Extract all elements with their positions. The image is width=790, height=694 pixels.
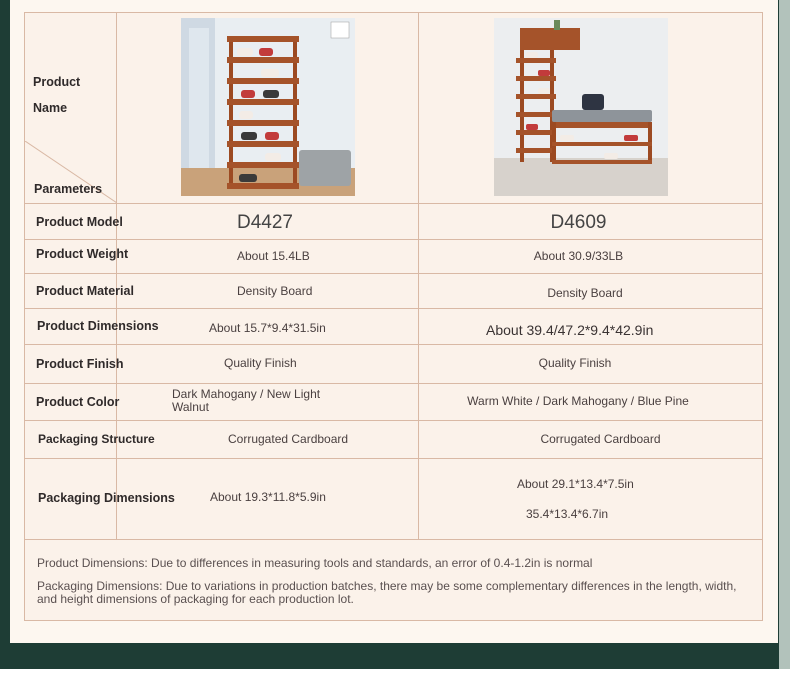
packaging-dimensions-d4609-line2: 35.4*13.4*6.7in xyxy=(526,506,609,521)
color-d4609: Warm White / Dark Mahogany / Blue Pine xyxy=(467,393,689,408)
header-parameters-label: Parameters xyxy=(34,182,103,196)
product-photo-d4609 xyxy=(494,18,668,196)
row-divider xyxy=(25,539,762,540)
header-product-label: Product xyxy=(33,75,81,89)
material-d4609: Density Board xyxy=(547,285,623,300)
row-label-product-color: Product Color xyxy=(36,394,120,409)
weight-d4427: About 15.4LB xyxy=(237,248,310,263)
row-divider xyxy=(25,203,762,204)
row-label-product-dimensions: Product Dimensions xyxy=(37,318,159,333)
row-divider xyxy=(25,273,762,274)
row-label-product-model: Product Model xyxy=(36,214,123,229)
packaging-structure-d4609: Corrugated Cardboard xyxy=(540,431,661,446)
spec-table xyxy=(24,12,763,621)
model-d4609: D4609 xyxy=(550,211,607,233)
row-label-product-material: Product Material xyxy=(36,283,134,298)
row-label-product-weight: Product Weight xyxy=(36,246,129,261)
bottom-strip xyxy=(0,669,790,694)
row-label-packaging-structure: Packaging Structure xyxy=(38,431,155,446)
finish-d4609: Quality Finish xyxy=(538,355,612,370)
note-packaging-dimensions: Packaging Dimensions: Due to variations in production batches, there may be some complementary differences in the length, width, and height dimensions of packaging for each production lot. xyxy=(37,579,737,606)
packaging-structure-d4427: Corrugated Cardboard xyxy=(228,431,349,446)
packaging-dimensions-d4609-line1: About 29.1*13.4*7.5in xyxy=(517,476,634,491)
note-product-dimensions: Product Dimensions: Due to differences in measuring tools and standards, an error of 0.4-1.2in is normal xyxy=(37,556,593,570)
color-d4427: Dark Mahogany / New Light Walnut xyxy=(172,387,321,414)
shoe-rack-icon xyxy=(181,18,355,196)
finish-d4427: Quality Finish xyxy=(224,355,297,370)
packaging-dimensions-d4427: About 19.3*11.8*5.9in xyxy=(210,489,326,504)
header-name-label: Name xyxy=(33,101,68,115)
material-d4427: Density Board xyxy=(237,283,313,298)
shoe-bench-icon xyxy=(494,18,668,196)
right-edge xyxy=(779,0,790,694)
row-label-packaging-dimensions: Packaging Dimensions xyxy=(38,490,175,505)
product-photo-d4427 xyxy=(181,18,355,196)
weight-d4609: About 30.9/33LB xyxy=(533,248,624,263)
model-d4427: D4427 xyxy=(237,211,293,233)
dimensions-d4427: About 15.7*9.4*31.5in xyxy=(209,320,326,335)
dimensions-d4609: About 39.4/47.2*9.4*42.9in xyxy=(486,322,654,338)
row-label-product-finish: Product Finish xyxy=(36,356,124,371)
